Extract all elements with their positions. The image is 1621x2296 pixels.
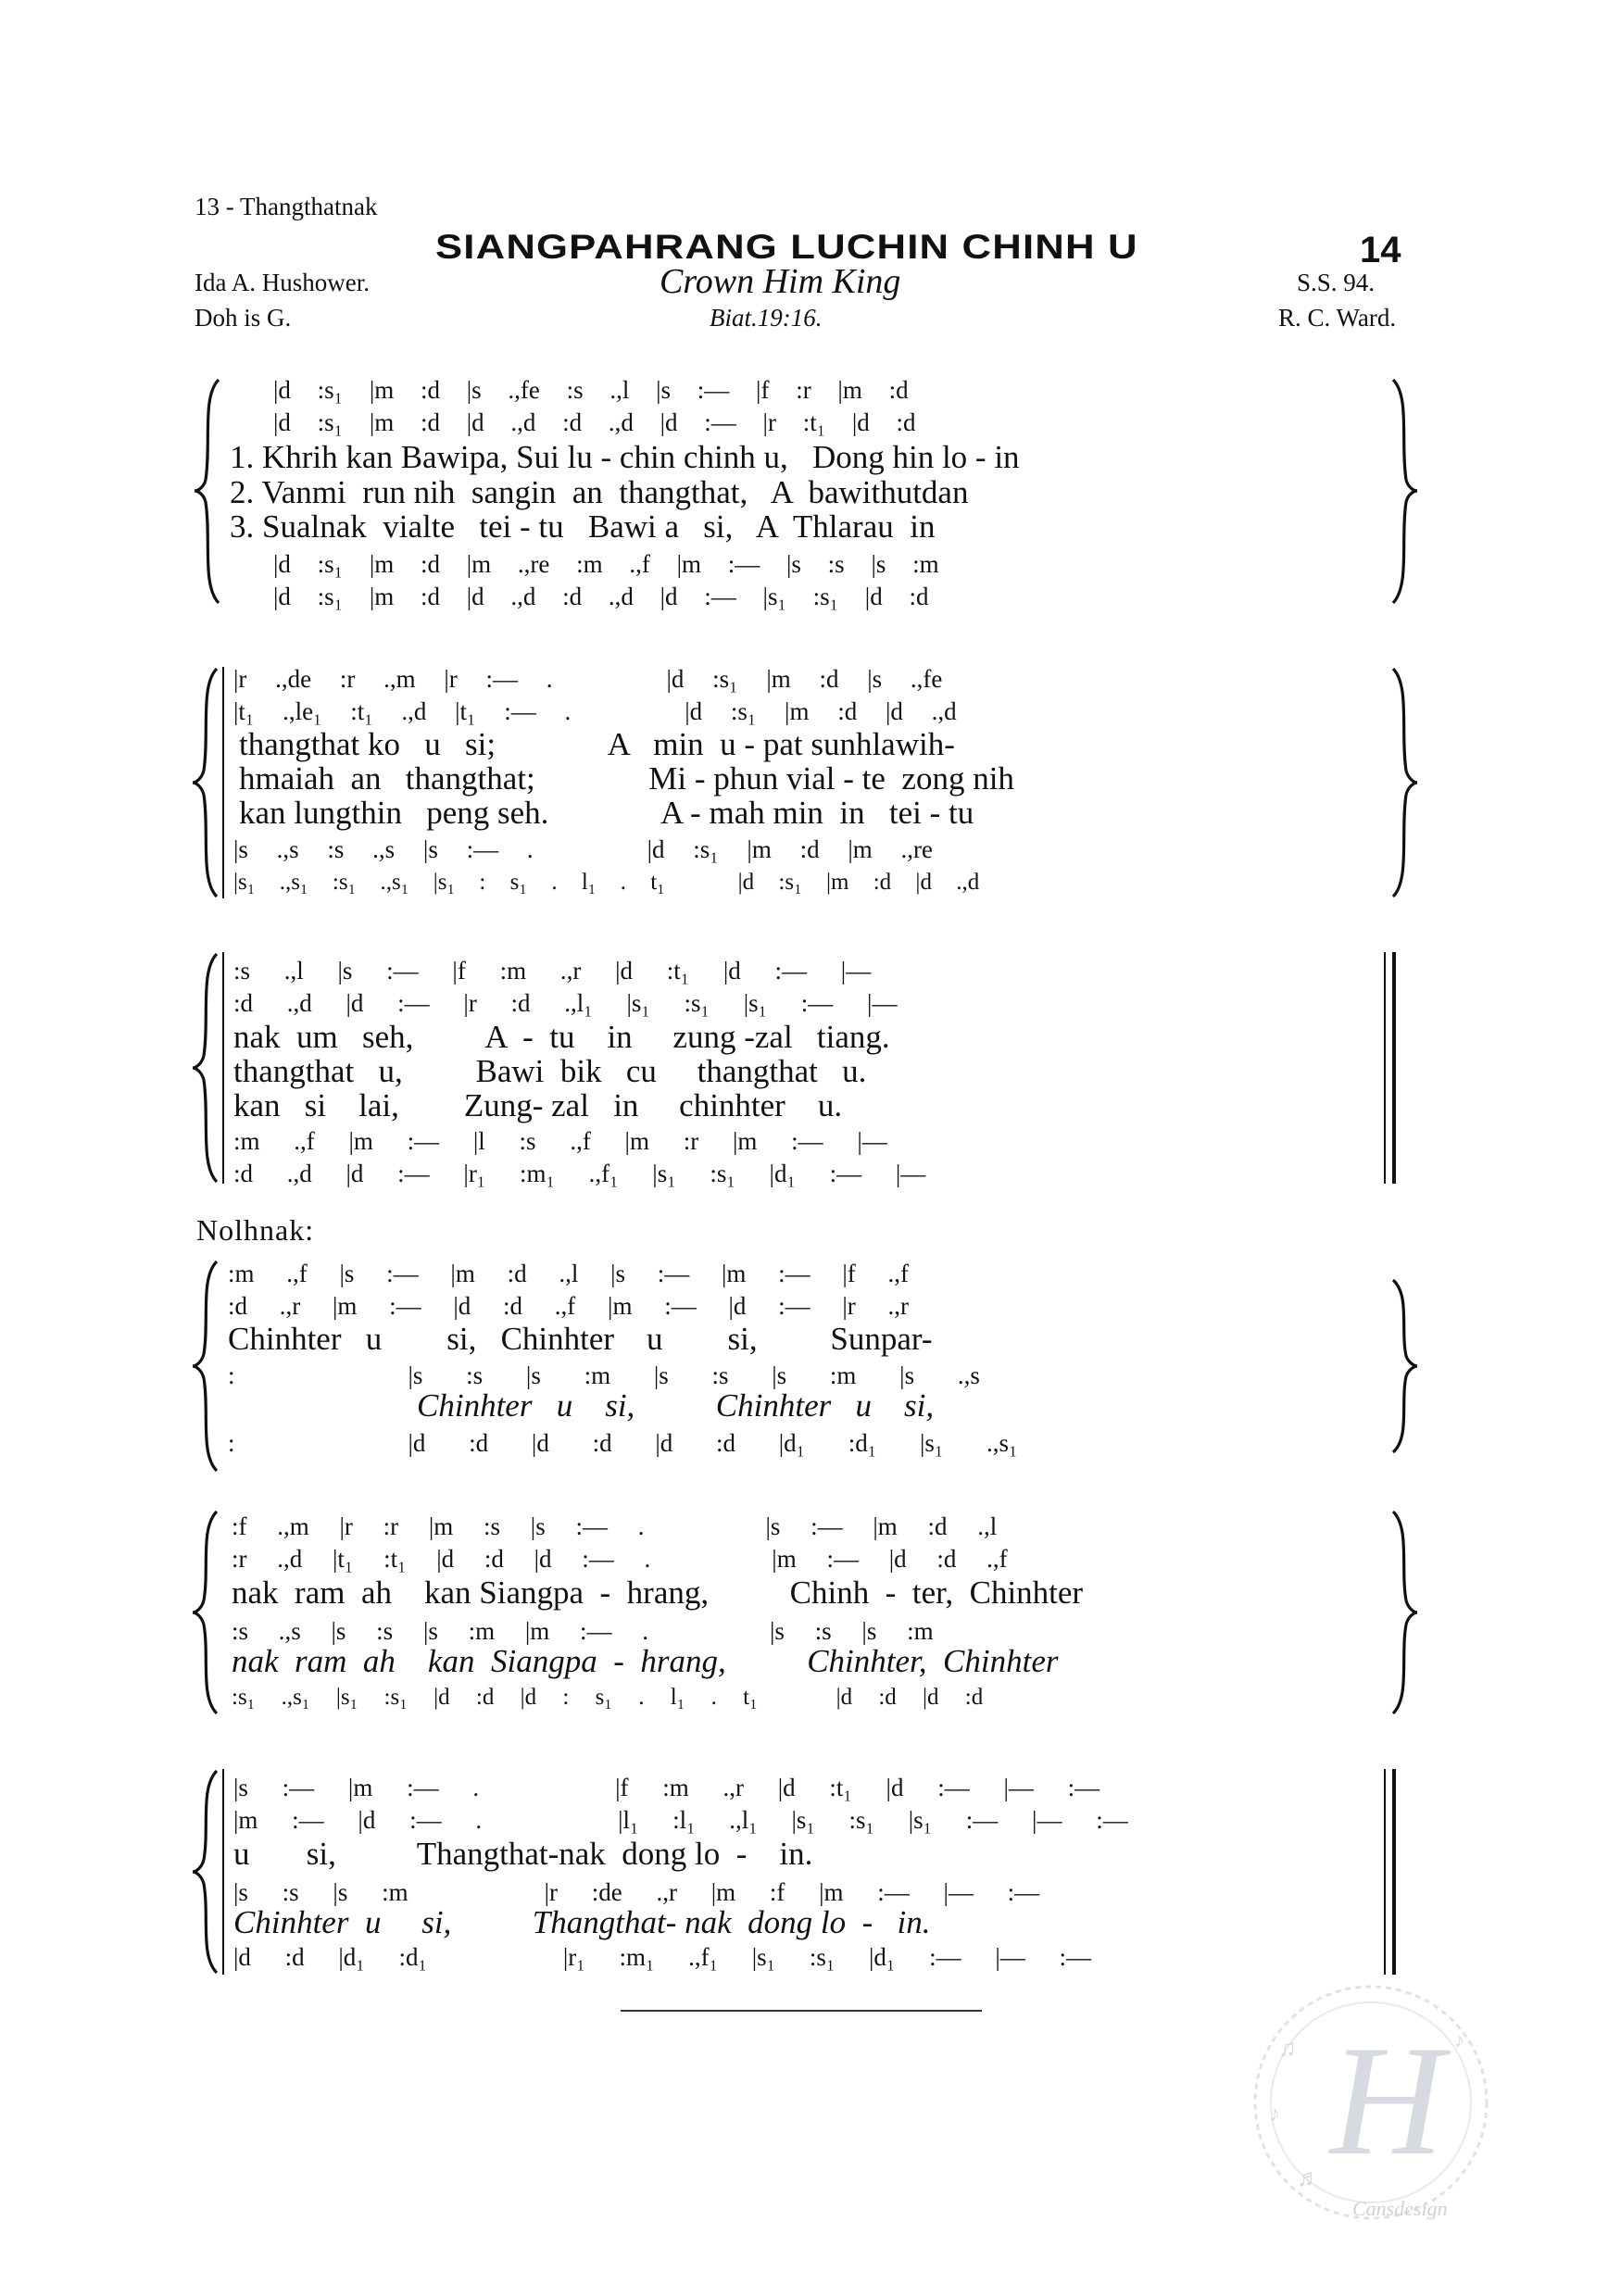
- svg-text:Cansdesign: Cansdesign: [1352, 2197, 1448, 2220]
- system-4-lyrics-lower: Chinhter u si, Chinhter u si,: [417, 1387, 935, 1424]
- composer: Ida A. Hushower.: [195, 269, 370, 296]
- system-3-final-barline-thin: [1384, 952, 1386, 1184]
- system-3-left-brace: [191, 952, 224, 1184]
- system-6-final-barline-thick: [1392, 1769, 1396, 1975]
- system-4-left-brace: [191, 1260, 224, 1473]
- system-6-lyrics-upper: u si, Thangthat-nak dong lo - in.: [233, 1836, 813, 1872]
- system-4-tenor: : |s :s |s :m |s :s |s :m |s .,s: [228, 1361, 980, 1389]
- system-4-soprano: :m .,f |s :— |m :d .,l |s :— |m :— |f .,f: [228, 1260, 910, 1287]
- system-5-soprano: :f .,m |r :r |m :s |s :— . |s :— |m :d .,l: [232, 1512, 998, 1540]
- svg-text:♫: ♫: [1278, 2035, 1297, 2062]
- system-2-alto: |t₁ .,le₁ :t₁ .,d |t₁ :— . |d :s₁ |m :d |d .,d: [233, 697, 957, 725]
- hymn-number: 14: [1360, 230, 1401, 270]
- system-6-left-barline: [222, 1769, 224, 1975]
- system-4-lyrics-upper: Chinhter u si, Chinhter u si, Sunpar-: [228, 1321, 933, 1357]
- svg-text:♬: ♬: [1297, 2164, 1321, 2191]
- system-4-right-brace: [1386, 1278, 1419, 1454]
- system-1-left-brace: [193, 378, 226, 605]
- system-2-verse-1: thangthat ko u si; A min u - pat sunhlawih-: [239, 726, 955, 762]
- system-3-tenor: :m .,f |m :— |l :s .,f |m :r |m :— |—: [233, 1127, 887, 1155]
- system-2-soprano: |r .,de :r .,m |r :— . |d :s₁ |m :d |s .,fe: [233, 665, 943, 693]
- watermark-logo-icon: [1241, 1964, 1501, 2241]
- system-3-alto: :d .,d |d :— |r :d .,l₁ |s₁ :s₁ |s₁ :— |—: [233, 989, 898, 1017]
- system-6-bass: |d :d |d₁ :d₁ |r₁ :m₁ .,f₁ |s₁ :s₁ |d₁ :— |— :—: [233, 1943, 1091, 1971]
- system-5-lyrics-lower: nak ram ah kan Siangpa - hrang, Chinhter, Chinhter: [232, 1643, 1059, 1679]
- system-5-right-brace: [1386, 1510, 1419, 1715]
- system-2-tenor: |s .,s :s .,s |s :— . |d :s₁ |m :d |m .,re: [233, 835, 933, 863]
- system-3-left-barline: [222, 952, 224, 1184]
- svg-text:♪: ♪: [1454, 2028, 1464, 2051]
- system-6-final-barline-thin: [1384, 1769, 1386, 1975]
- system-3-bass: :d .,d |d :— |r₁ :m₁ .,f₁ |s₁ :s₁ |d₁ :— |—: [233, 1160, 926, 1187]
- system-4-alto: :d .,r |m :— |d :d .,f |m :— |d :— |r .,r: [228, 1292, 910, 1320]
- system-1-right-brace: [1386, 378, 1419, 605]
- system-4-bass: : |d :d |d :d |d :d |d₁ :d₁ |s₁ .,s₁: [228, 1429, 1018, 1457]
- system-5-left-brace: [191, 1510, 224, 1715]
- system-6-left-brace: [191, 1769, 224, 1975]
- key-signature: Doh is G.: [195, 304, 292, 332]
- system-3-final-barline-thick: [1392, 952, 1396, 1184]
- system-1-bass: |d :s₁ |m :d |d .,d :d .,d |d :— |s₁ :s₁ |d :d: [273, 583, 929, 610]
- system-1-verse-3: 3. Sualnak vialte tei - tu Bawi a si, A Thlarau in: [230, 508, 936, 545]
- english-title: Crown Him King: [660, 262, 901, 301]
- source-reference: S.S. 94.: [1297, 269, 1376, 296]
- refrain-label: Nolhnak:: [196, 1213, 315, 1247]
- section-label: 13 - Thangthatnak: [195, 193, 378, 220]
- svg-text:H: H: [1330, 2014, 1444, 2188]
- system-6-lyrics-lower: Chinhter u si, Thangthat- nak dong lo - in.: [233, 1904, 931, 1940]
- system-5-lyrics-upper: nak ram ah kan Siangpa - hrang, Chinh - ter, Chinhter: [232, 1575, 1084, 1611]
- svg-text:♪: ♪: [1269, 2102, 1280, 2127]
- system-1-alto: |d :s₁ |m :d |d .,d :d .,d |d :— |r :t₁ |d :d: [273, 408, 916, 436]
- system-6-alto: |m :— |d :— . |l₁ :l₁ .,l₁ |s₁ :s₁ |s₁ :— |— :—: [233, 1806, 1128, 1834]
- hymn-title: SIANGPAHRANG LUCHIN CHINH U: [435, 228, 1138, 266]
- system-5-alto: :r .,d |t₁ :t₁ |d :d |d :— . |m :— |d :d .,f: [232, 1545, 1008, 1573]
- end-rule: [621, 2010, 982, 2012]
- system-6-tenor: |s :s |s :m |r :de .,r |m :f |m :— |— :—: [233, 1878, 1040, 1906]
- scripture-reference: Biat.19:16.: [710, 304, 823, 332]
- system-3-verse-3: kan si lai, Zung- zal in chinhter u.: [233, 1087, 843, 1123]
- system-2-left-barline: [222, 667, 224, 898]
- system-2-right-brace: [1386, 667, 1419, 898]
- system-1-verse-2: 2. Vanmi run nih sangin an thangthat, A bawithutdan: [230, 474, 969, 510]
- system-2-left-brace: [191, 667, 224, 898]
- system-3-soprano: :s .,l |s :— |f :m .,r |d :t₁ |d :— |—: [233, 957, 872, 985]
- system-1-soprano: |d :s₁ |m :d |s .,fe :s .,l |s :— |f :r |m :d: [273, 376, 909, 404]
- system-2-verse-2: hmaiah an thangthat; Mi - phun vial - te zong nih: [239, 760, 1014, 797]
- system-5-bass: :s₁ .,s₁ |s₁ :s₁ |d :d |d : s₁ . l₁ . t₁ |d :d |d :d: [232, 1685, 984, 1710]
- system-6-soprano: |s :— |m :— . |f :m .,r |d :t₁ |d :— |— :—: [233, 1774, 1100, 1801]
- system-2-verse-3: kan lungthin peng seh. A - mah min in tei - tu: [239, 795, 974, 831]
- system-1-verse-1: 1. Khrih kan Bawipa, Sui lu - chin chinh u, Dong hin lo - in: [230, 439, 1020, 475]
- system-1-tenor: |d :s₁ |m :d |m .,re :m .,f |m :— |s :s |s :m: [273, 550, 939, 578]
- system-2-bass: |s₁ .,s₁ :s₁ .,s₁ |s₁ : s₁ . l₁ . t₁ |d :s₁ |m :d |d .,d: [233, 870, 980, 895]
- system-5-tenor: :s .,s |s :s |s :m |m :— . |s :s |s :m: [232, 1617, 934, 1645]
- system-3-verse-1: nak um seh, A - tu in zung -zal tiang.: [233, 1019, 890, 1055]
- arranger: R. C. Ward.: [1278, 304, 1397, 332]
- system-3-verse-2: thangthat u, Bawi bik cu thangthat u.: [233, 1053, 867, 1089]
